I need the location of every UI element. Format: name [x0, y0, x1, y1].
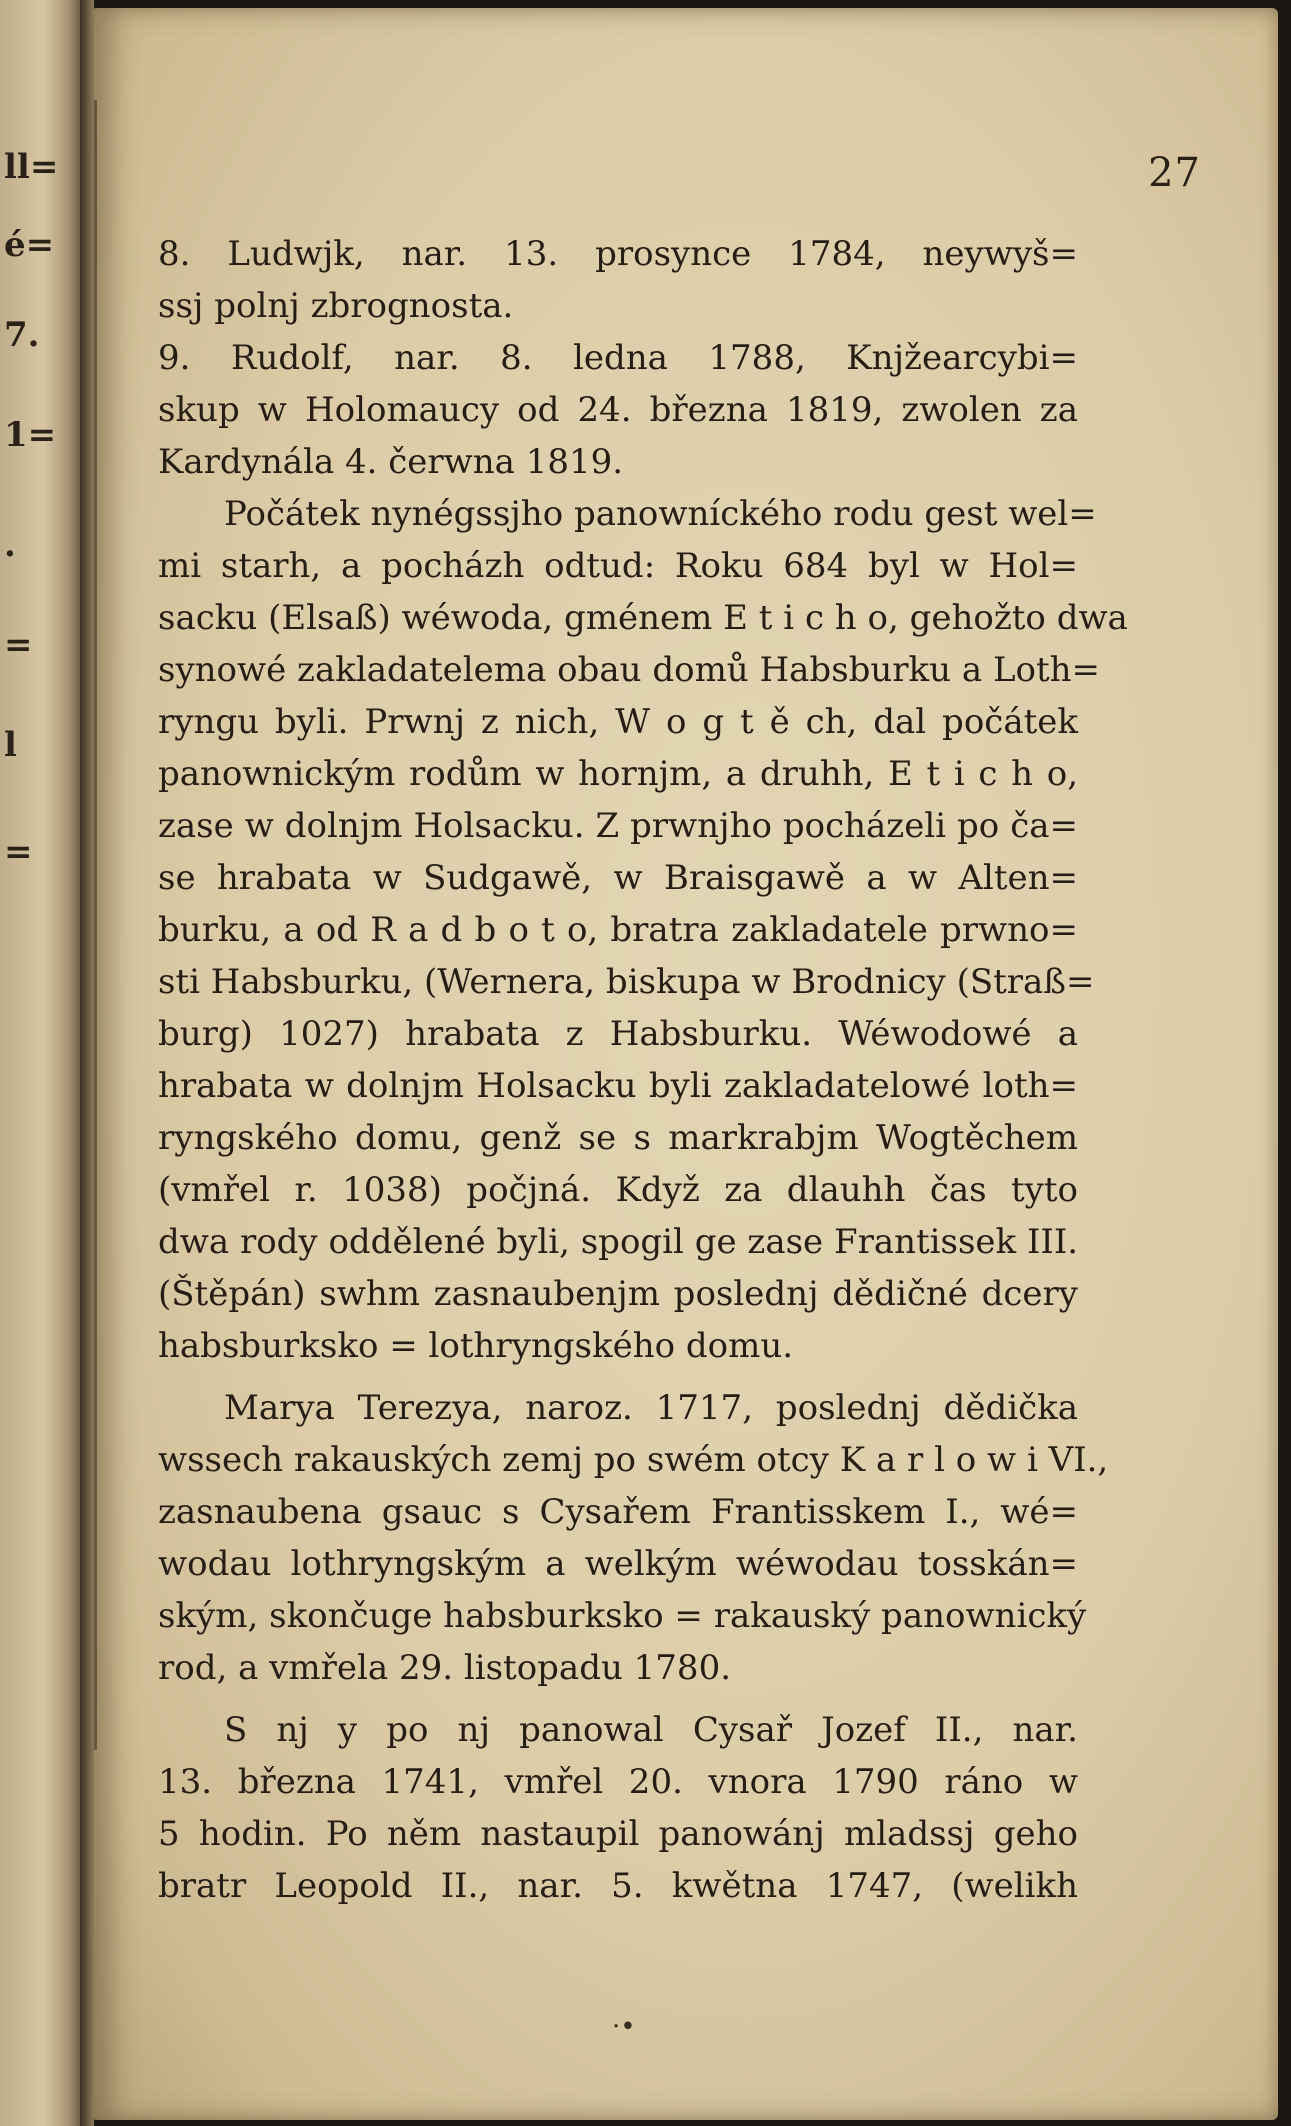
text-line: ryngu byli. Prwnj z nich, W o g t ě ch, dal počátek: [158, 702, 1078, 742]
text-line: habsburksko = lothryngského domu.: [158, 1326, 794, 1366]
margin-rule: [94, 100, 97, 1750]
text-line: (Štěpán) swhm zasnaubenjm poslednj dědičné dcery: [158, 1274, 1078, 1314]
text-line: Marya Terezya, naroz. 1717, poslednj dědička: [224, 1388, 1078, 1428]
text-line: skup w Holomaucy od 24. března 1819, zwolen za: [158, 390, 1078, 430]
text-line: se hrabata w Sudgawě, w Braisgawě a w Alten=: [158, 858, 1078, 898]
text-line: burku, a od R a d b o t o, bratra zakladatele prwno=: [158, 910, 1078, 950]
facing-page-fragment: 1=: [4, 415, 57, 455]
facing-page-fragment: =: [4, 625, 33, 665]
text-line: S nj y po nj panowal Cysař Jozef II., nar.: [224, 1710, 1078, 1750]
text-line: Počátek nynégssjho panowníckého rodu gest wel=: [224, 494, 1097, 534]
text-line: Kardynála 4. čerwna 1819.: [158, 442, 624, 482]
text-line: zasnaubena gsauc s Cysařem Frantisskem I., wé=: [158, 1492, 1078, 1532]
text-line: 9. Rudolf, nar. 8. ledna 1788, Knjžearcybi=: [158, 338, 1078, 378]
text-line: ským, skončuge habsburksko = rakauský panownický: [158, 1596, 1087, 1636]
text-line: synowé zakladatelema obau domů Habsburku a Loth=: [158, 650, 1101, 690]
page-number: 27: [1148, 150, 1201, 196]
page-text: [158, 228, 1128, 1912]
text-line: rod, a vmřela 29. listopadu 1780.: [158, 1648, 732, 1688]
text-line: (vmřel r. 1038) počjná. Když za dlauhh čas tyto: [158, 1170, 1078, 1210]
text-line: burg) 1027) hrabata z Habsburku. Wéwodowé a: [158, 1014, 1078, 1054]
text-line: wodau lothryngským a welkým wéwodau tosskán=: [158, 1544, 1078, 1584]
facing-page-fragment: l: [4, 725, 17, 765]
book-gutter: [80, 0, 94, 2126]
text-line: 13. března 1741, vmřel 20. vnora 1790 ráno w: [158, 1762, 1078, 1802]
text-line: 8. Ludwjk, nar. 13. prosynce 1784, neywyš=: [158, 234, 1078, 274]
text-line: dwa rody oddělené byli, spogil ge zase Frantissek III.: [158, 1222, 1079, 1262]
footer-mark: ·•: [612, 2012, 636, 2042]
facing-page-fragment: é=: [4, 225, 55, 265]
text-line: wssech rakauských zemj po swém otcy K a r l o w i VI.,: [158, 1440, 1109, 1480]
facing-page-fragment: 7.: [4, 315, 40, 355]
text-line: ssj polnj zbrognosta.: [158, 286, 514, 326]
text-line: 5 hodin. Po něm nastaupil panowánj mladssj geho: [158, 1814, 1078, 1854]
text-line: panownickým rodům w hornjm, a druhh, E t i c h o,: [158, 754, 1078, 794]
text-line: hrabata w dolnjm Holsacku byli zakladatelowé loth=: [158, 1066, 1078, 1106]
text-line: zase w dolnjm Holsacku. Z prwnjho pocházeli po ča=: [158, 806, 1078, 846]
text-line: bratr Leopold II., nar. 5. kwětna 1747, (welikh: [158, 1866, 1078, 1906]
text-line: mi starh, a pocházh odtud: Roku 684 byl w Hol=: [158, 546, 1078, 586]
text-line: sti Habsburku, (Wernera, biskupa w Brodnicy (Straß=: [158, 962, 1095, 1002]
text-line: ryngského domu, genž se s markrabjm Wogtěchem: [158, 1118, 1078, 1158]
text-line: sacku (Elsaß) wéwoda, gménem E t i c h o, gehožto dwa: [158, 598, 1128, 638]
facing-page-fragment: =: [4, 832, 33, 872]
facing-page-edge: [0, 0, 80, 2126]
facing-page-fragment: .: [4, 525, 16, 565]
facing-page-fragment: ll=: [4, 147, 59, 187]
